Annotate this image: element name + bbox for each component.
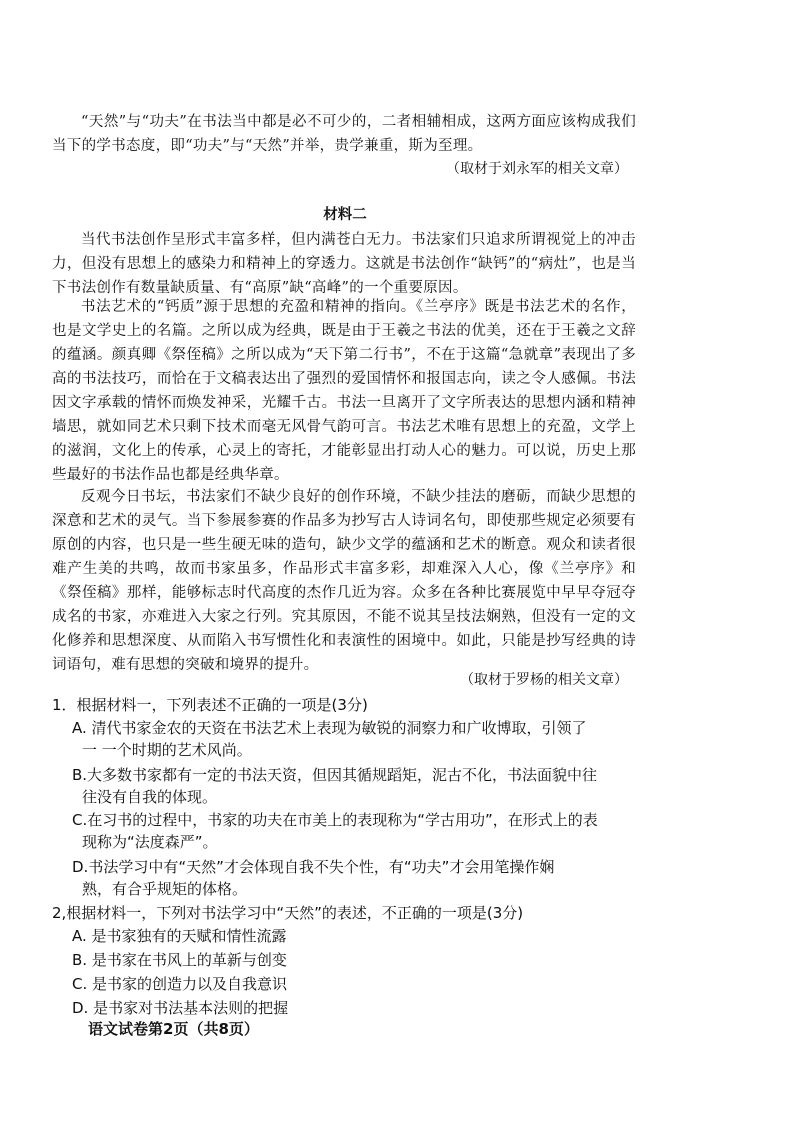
material-two-paragraph-2: 书法艺术的“钙质”源于思想的充盈和精神的指向。《兰亭序》既是书法艺术的名作，也是文学史上的名篇。之所以成为经典，既是由于王羲之书法的优美，还在于王羲之文辞的蕴涵。颜真卿《祭侄稿》之所以成为“天下第二行书”，不在于这篇“急就章”表现出了多高的书法技巧，而恰在于文稿表达出了强烈的爱国情怀和报国志向，读之令人感佩。书法因文字承载的情怀而焕发神采，光耀千古。书法一旦离开了文字所表达的思想内涵和精神墙思，就如同艺术只剩下技术而毫无风骨气韵可言。书法艺术唯有思想上的充盈，文学上的滋润，文化上的传承，心灵上的寄托，才能彰显出打动人心的魅力。可以说，历史上那些最好的书法作品也都是经典华章。 (52, 299, 636, 483)
question-1-option-c-line1[interactable]: C.在习书的过程中，书家的功夫在市美上的表现称为“学古用功”，在形式上的表 (72, 811, 598, 829)
question-1-option-c-line2[interactable]: 现称为“法度森严”。 (82, 833, 218, 851)
material-one-closing-paragraph: “天然”与“功夫”在书法当中都是必不可少的，二者相辅相成，这两方面应该构成我们当下的学书态度，即“功夫”与“天然”并举，贵学兼重，斯为至理。 (52, 114, 636, 154)
material-two-heading: 材料二 (323, 207, 367, 223)
question-1-option-b-line2[interactable]: 往没有自我的体现。 (82, 788, 218, 806)
question-2-option-d[interactable]: D. 是书家对书法基本法则的把握 (72, 999, 289, 1017)
material-one-source: （取材于刘永军的相关文章） (446, 161, 628, 177)
material-two-source: （取材于罗杨的相关文章） (460, 672, 628, 688)
question-1-option-d-line1[interactable]: D.书法学习中有“天然”才会体现自我不失个性，有“功夫”才会用笔操作娴 (72, 858, 555, 876)
question-1-option-b-line1[interactable]: B.大多数书家都有一定的书法天资，但因其循规蹈矩，泥古不化，书法面貌中往 (72, 766, 598, 784)
question-2-option-c[interactable]: C. 是书家的创造力以及自我意识 (72, 975, 288, 993)
page-footer: 语文试卷第2页（共8页） (88, 1020, 259, 1038)
question-2-option-a[interactable]: A. 是书家独有的天赋和情性流露 (72, 927, 287, 945)
question-1-option-a-line2[interactable]: 一 一个时期的艺术风尚。 (82, 741, 252, 759)
question-1-option-a-line1[interactable]: A. 清代书家金农的天资在书法艺术上表现为敏锐的洞察力和广收博取，引领了 (72, 719, 587, 737)
question-2-option-b[interactable]: B. 是书家在书风上的革新与创变 (72, 951, 287, 969)
question-2-stem: 2,根据材料一，下列对书法学习中“天然”的表述，不正确的一项是(3分) (52, 904, 524, 922)
material-two-paragraph-1: 当代书法创作呈形式丰富多样，但内满苍白无力。书法家们只追求所谓视觉上的冲击力，但没有思想上的感染力和精神上的穿透力。这就是书法创作“缺钙”的“病灶”，也是当下书法创作有数量缺质量、有“高原”缺“高峰”的一个重要原因。 (52, 232, 636, 296)
question-1-option-d-line2[interactable]: 熟，有合乎规矩的体格。 (82, 880, 248, 898)
material-two-paragraph-3: 反观今日书坛，书法家们不缺少良好的创作环境，不缺少挂法的磨砺，而缺少思想的深意和艺术的灵气。当下参展参赛的作品多为抄写古人诗词名句，即使那些规定必须要有原创的内容，也只是一些生硬无味的造句，缺少文学的蕴涵和艺术的断意。观众和读者很难产生美的共鸣，故而书家虽多，作品形式丰富多彩，却难深入人心，像《兰亭序》和《祭侄稿》那样，能够标志时代高度的杰作几近为容。众多在各种比赛展览中早早夺冠夺成名的书家，亦难进入大家之行列。究其原因，不能不说其呈技法娴熟，但没有一定的文化修养和思想深度、从而陷入书写惯性化和表演性的困境中。如此，只能是抄写经典的诗词语句，难有思想的突破和境界的提升。 (52, 489, 636, 673)
question-1-stem: 1．根据材料一，下列表述不正确的一项是(3分) (52, 696, 368, 714)
